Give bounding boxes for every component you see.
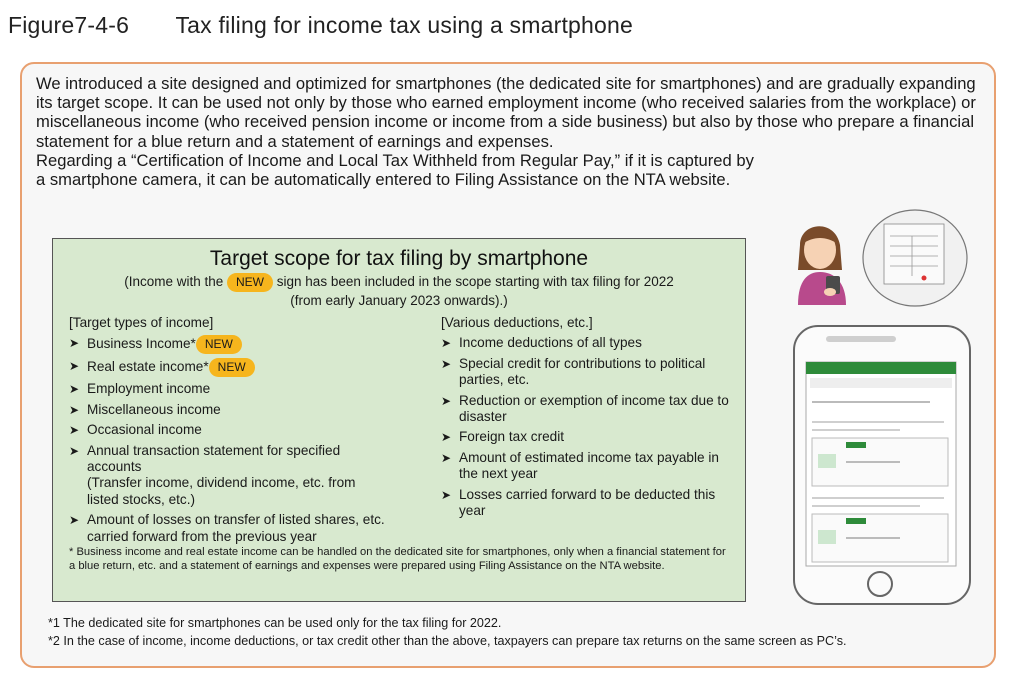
- phone-illustration: [794, 326, 970, 604]
- arrow-bullet-icon: ➤: [69, 423, 80, 438]
- arrow-bullet-icon: ➤: [69, 402, 80, 417]
- woman-illustration: [798, 226, 846, 305]
- list-item: ➤ Foreign tax credit: [441, 429, 565, 445]
- new-badge: NEW: [196, 335, 242, 354]
- list-item: ➤ Amount of losses on transfer of listed shares, etc. carried forward from the previous year: [69, 512, 385, 544]
- arrow-bullet-icon: ➤: [441, 450, 452, 465]
- list-item: ➤ Employment income: [69, 381, 211, 397]
- list-item: ➤ Business Income* NEW: [69, 335, 389, 354]
- intro-paragraph-1: We introduced a site designed and optimized for smartphones (the dedicated site for smartphones) and are gradually expanding its target scope. It can be used not only by those who earned employment income (who received salaries from the workplace) or miscellaneous income (who received pension income or income from a side business) but also by those who prepare a financial statement for a blue return and a statement of earnings and expenses.: [36, 74, 976, 151]
- arrow-bullet-icon: ➤: [69, 382, 80, 397]
- scope-footnote: * Business income and real estate income can be handled on the dedicated site for smartphones, only when a financial statement for a blue return, etc. and a statement of earnings and expenses were prepared using Filing Assistance on the NTA website.: [69, 546, 726, 572]
- list-item: ➤ Income deductions of all types: [441, 335, 642, 351]
- note-2: *2 In the case of income, income deductions, or tax credit other than the above, taxpayers can prepare tax returns on the same screen as PC’s.: [48, 634, 847, 648]
- new-badge: NEW: [209, 358, 255, 377]
- arrow-bullet-icon: ➤: [69, 359, 80, 374]
- income-heading: [Target types of income]: [69, 315, 214, 330]
- list-item: ➤ Amount of estimated income tax payable in the next year: [441, 449, 719, 482]
- note-1: *1 The dedicated site for smartphones can be used only for the tax filing for 2022.: [48, 616, 502, 630]
- list-item: ➤ Occasional income: [69, 422, 202, 438]
- subtitle-post: sign has been included in the scope starting with tax filing for 2022: [276, 274, 674, 290]
- intro-paragraph-2: Regarding a “Certification of Income and Local Tax Withheld from Regular Pay,” if it is captured by a smartphone camera, it can be automatically entered to Filing Assistance on the NTA website.: [36, 150, 754, 190]
- list-item: ➤ Real estate income* NEW: [69, 358, 389, 377]
- list-item: ➤ Reduction or exemption of income tax due to disaster: [441, 392, 729, 425]
- list-item: ➤ Miscellaneous income: [69, 401, 221, 417]
- subtitle-pre: (Income with the: [124, 274, 224, 290]
- arrow-bullet-icon: ➤: [69, 443, 80, 458]
- list-item: ➤ Losses carried forward to be deducted this year: [441, 486, 716, 519]
- arrow-bullet-icon: ➤: [441, 336, 452, 351]
- scope-title: Target scope for tax filing by smartphone: [209, 247, 589, 270]
- list-item: ➤ Annual transaction statement for specified accounts (Transfer income, dividend income, etc. from listed stocks, etc.): [69, 442, 356, 507]
- arrow-bullet-icon: ➤: [441, 393, 452, 408]
- deductions-heading: [Various deductions, etc.]: [441, 315, 593, 330]
- subtitle-line2: (from early January 2023 onwards).): [290, 293, 508, 308]
- list-item: ➤ Special credit for contributions to political parties, etc.: [441, 355, 706, 388]
- arrow-bullet-icon: ➤: [441, 487, 452, 502]
- speech-bubble: [863, 210, 967, 306]
- arrow-bullet-icon: ➤: [441, 430, 452, 445]
- figure-title: Figure7-4-6 Tax filing for income tax using a smartphone: [8, 12, 634, 38]
- arrow-bullet-icon: ➤: [69, 336, 80, 351]
- arrow-bullet-icon: ➤: [441, 356, 452, 371]
- arrow-bullet-icon: ➤: [69, 513, 80, 528]
- notes: [48, 614, 847, 650]
- new-badge: NEW: [227, 273, 273, 292]
